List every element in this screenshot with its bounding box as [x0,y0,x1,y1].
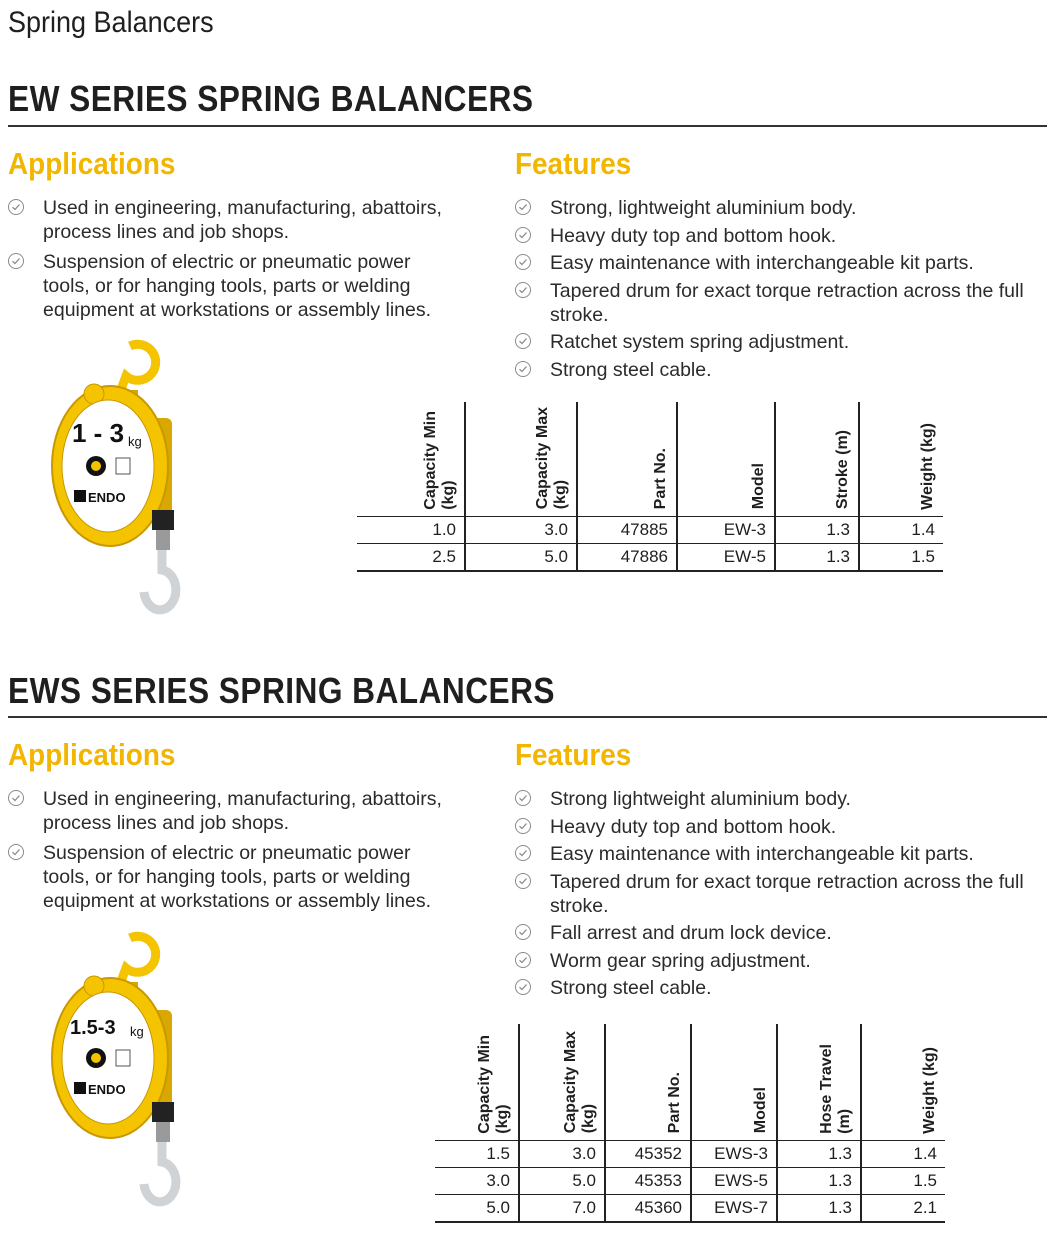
features-list [515,196,1051,385]
column-header: Weight (kg) [859,402,943,516]
section-title-ews: EWS SERIES SPRING BALANCERS [8,670,556,711]
unit-label: kg [130,1024,144,1039]
table-row: 5.0 7.0 45360 EWS-7 1.3 2.1 [435,1194,945,1222]
list-item: Strong, lightweight aluminium body. [515,196,1051,220]
column-header: Stroke (m) [775,402,859,516]
table-row: 1.5 3.0 45352 EWS-3 1.3 1.4 [435,1140,945,1167]
check-circle-icon [8,253,24,269]
spec-table-ew [357,402,943,572]
check-circle-icon [515,333,531,349]
column-header: Part No. [605,1024,691,1140]
check-circle-icon [515,227,531,243]
section-divider [8,716,1047,718]
list-item: Easy maintenance with interchangeable kit parts. [515,842,1051,866]
table-row: 1.0 3.0 47885 EW-3 1.3 1.4 [357,516,943,543]
spring-balancer-image [50,930,185,1215]
list-item: Used in engineering, manufacturing, abattoirs, process lines and job shops. [8,196,458,244]
column-header: Capacity Min (kg) [422,410,457,510]
list-item: Ratchet system spring adjustment. [515,330,1051,354]
section-title-ew: EW SERIES SPRING BALANCERS [8,78,534,119]
column-header: Part No. [577,402,677,516]
brand-label: ENDO [88,1082,126,1097]
list-item: Strong lightweight aluminium body. [515,787,1051,811]
check-circle-icon [515,845,531,861]
list-item: Strong steel cable. [515,976,1051,1000]
list-item: Fall arrest and drum lock device. [515,921,1051,945]
check-circle-icon [515,282,531,298]
list-item: Worm gear spring adjustment. [515,949,1051,973]
table-row: 3.0 5.0 45353 EWS-5 1.3 1.5 [435,1167,945,1194]
unit-label: kg [128,434,142,449]
applications-list [8,787,458,919]
check-circle-icon [515,979,531,995]
check-circle-icon [8,844,24,860]
applications-heading: Applications [8,737,176,772]
section-divider [8,125,1047,127]
column-header: Weight (kg) [861,1024,945,1140]
list-item: Suspension of electric or pneumatic power tools, or for hanging tools, parts or welding equipment at workstations or assembly lines. [8,841,458,913]
applications-heading: Applications [8,146,176,181]
column-header: Model [691,1024,777,1140]
check-circle-icon [515,818,531,834]
spring-balancer-image [50,338,185,623]
column-header: Model [677,402,775,516]
list-item: Heavy duty top and bottom hook. [515,815,1051,839]
list-item: Heavy duty top and bottom hook. [515,224,1051,248]
check-circle-icon [515,873,531,889]
page-title: Spring Balancers [8,6,214,39]
spec-table-ews [435,1024,945,1223]
list-item: Suspension of electric or pneumatic power tools, or for hanging tools, parts or welding equipment at workstations or assembly lines. [8,250,458,322]
check-circle-icon [515,254,531,270]
column-header: Capacity Max (kg) [519,1024,605,1140]
list-item: Easy maintenance with interchangeable kit parts. [515,251,1051,275]
list-item: Tapered drum for exact torque retraction across the full stroke. [515,279,1051,327]
check-circle-icon [515,952,531,968]
check-circle-icon [8,199,24,215]
check-circle-icon [515,924,531,940]
brand-label: ENDO [88,490,126,505]
list-item: Strong steel cable. [515,358,1051,382]
check-circle-icon [515,790,531,806]
check-circle-icon [8,790,24,806]
features-heading: Features [515,146,632,181]
column-header: Hose Travel (m) [777,1024,861,1140]
features-list [515,787,1051,1004]
table-row: 2.5 5.0 47886 EW-5 1.3 1.5 [357,543,943,571]
features-heading: Features [515,737,632,772]
check-circle-icon [515,361,531,377]
column-header: Capacity Min (kg) [476,1034,511,1134]
check-circle-icon [515,199,531,215]
list-item: Tapered drum for exact torque retraction across the full stroke. [515,870,1051,918]
applications-list [8,196,458,328]
column-header: Capacity Max (kg) [465,402,577,516]
capacity-label: 1 - 3 [72,418,125,448]
capacity-label: 1.5-3 [70,1017,116,1039]
list-item: Used in engineering, manufacturing, abattoirs, process lines and job shops. [8,787,458,835]
